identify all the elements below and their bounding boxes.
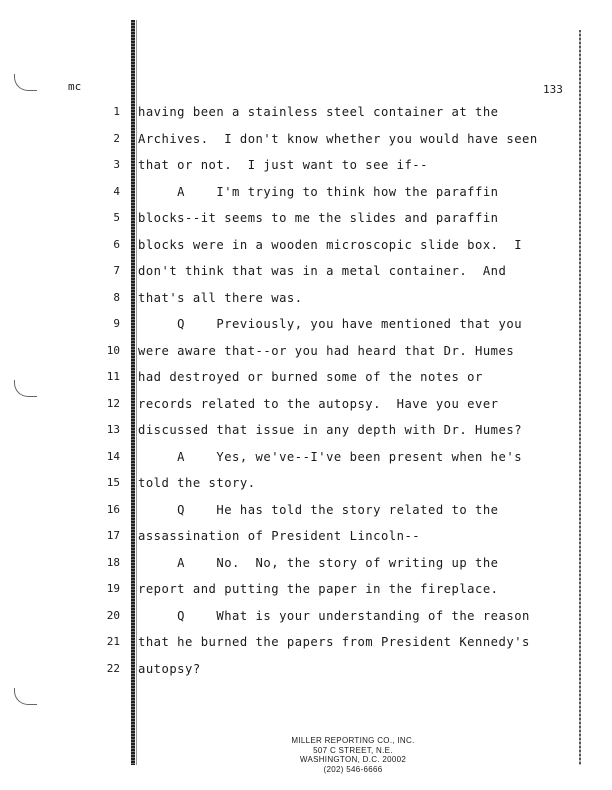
transcript-line [0,264,612,284]
transcript-line [0,317,612,337]
page-number: 133 [543,83,563,96]
transcript-line [0,132,612,152]
transcript-line [0,556,612,576]
line-number: 4 [113,184,120,198]
line-number: 18 [106,555,120,569]
transcript-line [0,635,612,655]
line-text: told the story. [138,476,256,490]
line-text: that's all there was. [138,290,303,305]
line-number: 9 [113,317,120,330]
line-text: that or not. I just want to see if-- [138,158,428,172]
reporter-initials: mc [68,80,82,93]
binder-hole-bottom [14,688,37,705]
line-text: Q What is your understanding of the reason [138,608,530,623]
line-text: assassination of President Lincoln-- [138,529,421,543]
transcript-line [0,503,612,523]
line-text: blocks were in a wooden microscopic slide box. I [138,237,523,252]
line-number: 3 [113,158,120,171]
line-text: report and putting the paper in the fireplace. [138,582,499,596]
line-number: 15 [106,476,120,489]
binder-hole-top [14,74,37,91]
line-number: 1 [113,105,120,118]
transcript-line [0,211,612,231]
line-number: 16 [106,502,120,516]
line-text: discussed that issue in any depth with Dr. Humes? [138,423,523,437]
transcript-line [0,291,612,311]
transcript-line [0,105,612,125]
line-text: Q He has told the story related to the [138,502,499,517]
transcript-line [0,370,612,390]
transcript-line [0,423,612,443]
transcript-line [0,662,612,682]
footer-phone: (202) 546-6666 [323,764,383,774]
line-number: 2 [113,131,120,145]
line-number: 6 [113,237,120,251]
transcript-line [0,397,612,417]
line-number: 21 [106,635,120,648]
line-text: that he burned the papers from President Kennedy's [138,635,530,649]
line-number: 13 [106,423,120,436]
transcript-line [0,609,612,629]
transcript-line [0,450,612,470]
transcript-line [0,476,612,496]
line-text: blocks--it seems to me the slides and paraffin [138,211,499,225]
transcript-line [0,529,612,549]
transcript-line [0,238,612,258]
line-text: A No. No, the story of writing up the [138,555,499,570]
line-number: 8 [113,290,120,304]
line-number: 20 [106,608,120,622]
footer-city: WASHINGTON, D.C. 20002 [299,755,407,764]
line-number: 22 [106,661,120,675]
reporter-footer [258,736,448,774]
line-number: 10 [106,343,120,357]
line-number: 11 [106,370,120,383]
transcript-line [0,185,612,205]
line-text: autopsy? [138,661,201,676]
line-text: having been a stainless steel container at the [138,105,499,119]
line-text: were aware that--or you had heard that Dr. Humes [138,343,515,358]
transcript-line [0,344,612,364]
line-number: 14 [106,449,120,463]
line-text: A I'm trying to think how the paraffin [138,184,499,199]
line-text: A Yes, we've--I've been present when he's [138,449,523,464]
line-number: 5 [113,211,120,224]
line-text: don't think that was in a metal container. And [138,264,507,278]
line-number: 19 [106,582,120,595]
footer-street: 507 C STREET, N.E. [313,745,393,755]
line-number: 7 [113,264,120,277]
transcript-line [0,582,612,602]
line-text: records related to the autopsy. Have you ever [138,396,499,411]
line-number: 17 [106,529,120,542]
line-text: had destroyed or burned some of the notes or [138,370,483,384]
line-text: Q Previously, you have mentioned that you [138,317,523,331]
transcript-line [0,158,612,178]
footer-company: MILLER REPORTING CO., INC. [291,736,415,745]
line-number: 12 [106,396,120,410]
line-text: Archives. I don't know whether you would have seen [138,131,538,146]
